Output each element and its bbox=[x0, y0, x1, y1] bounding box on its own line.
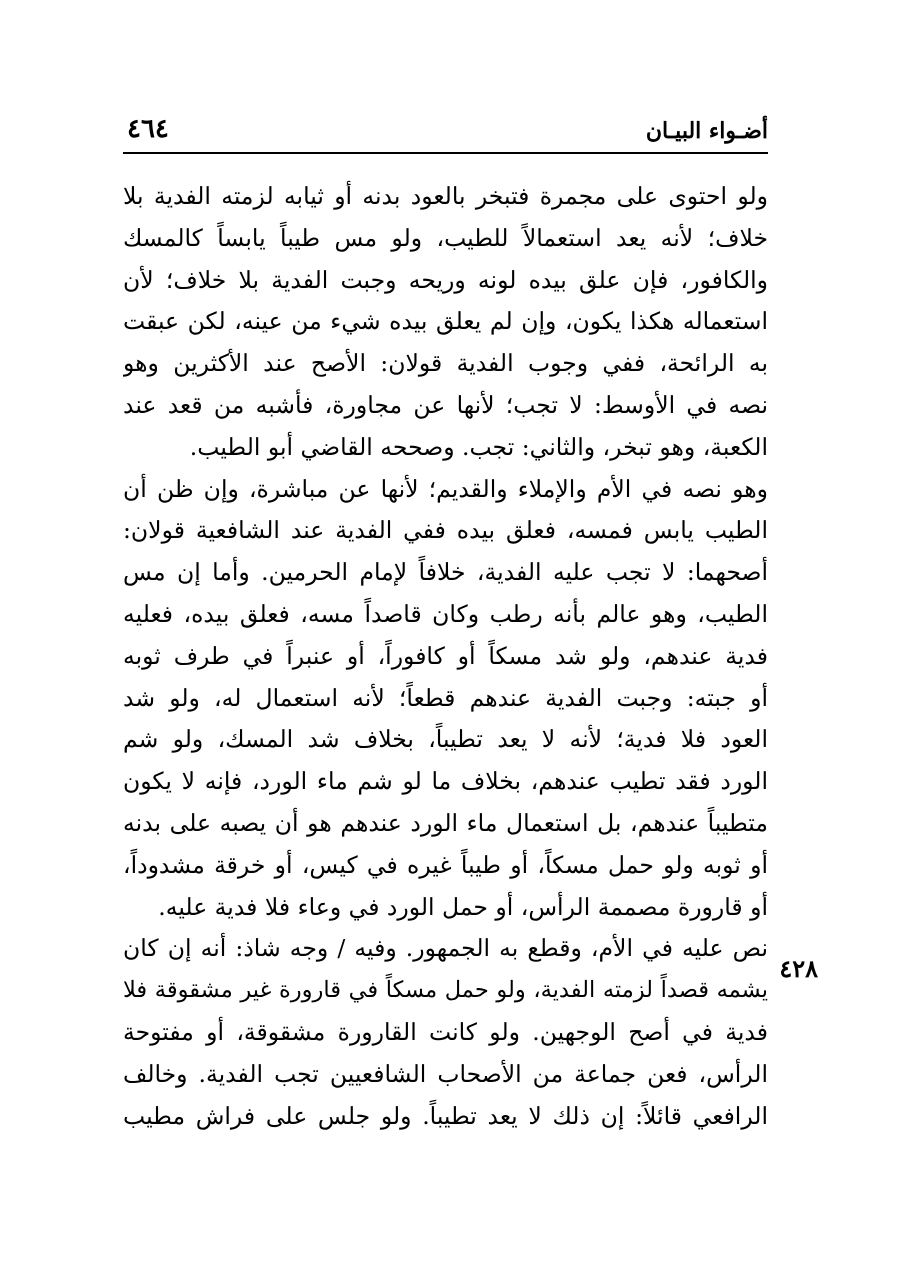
text-line: وهو نصه في الأم والإملاء والقديم؛ لأنها عن مباشرة، وإن ظن أن bbox=[123, 474, 768, 503]
text-line: الكعبة، وهو تبخر، والثاني: تجب. وصححه القاضي أبو الطيب. bbox=[189, 432, 768, 461]
running-title: أضـواء البيـان bbox=[645, 118, 768, 144]
text-line: الورد فقد تطيب عندهم، بخلاف ما لو شم ماء الورد، فإنه لا يكون bbox=[123, 767, 768, 796]
page-header bbox=[123, 114, 768, 154]
margin-page-marker: ٤٢٨ bbox=[779, 954, 818, 983]
text-line: فدية عندهم، ولو شد مسكاً أو كافوراً، أو عنبراً في طرف ثوبه bbox=[123, 641, 768, 670]
text-line: العود فلا فدية؛ لأنه لا يعد تطيباً، بخلاف شد المسك، ولو شم bbox=[123, 725, 768, 754]
text-line: الرافعي قائلاً: إن ذلك لا يعد تطيباً. ولو جلس على فراش مطيب bbox=[123, 1101, 768, 1130]
text-line: الطيب يابس فمسه، فعلق بيده ففي الفدية عند الشافعية قولان: bbox=[123, 516, 768, 545]
text-line: نص عليه في الأم، وقطع به الجمهور. وفيه / وجه شاذ: أنه إن كان bbox=[123, 934, 768, 963]
text-line: متطيباً عندهم، بل استعمال ماء الورد عندهم هو أن يصبه على بدنه bbox=[123, 808, 768, 837]
text-line: خلاف؛ لأنه يعد استعمالاً للطيب، ولو مس طيباً يابساً كالمسك bbox=[123, 223, 768, 252]
text-line: نصه في الأوسط: لا تجب؛ لأنها عن مجاورة، فأشبه من قعد عند bbox=[123, 390, 768, 419]
text-line: ولو احتوى على مجمرة فتبخر بالعود بدنه أو ثيابه لزمته الفدية بلا bbox=[123, 182, 768, 210]
text-line: أصحهما: لا تجب عليه الفدية، خلافاً لإمام الحرمين. وأما إن مس bbox=[123, 558, 768, 587]
text-line: يشمه قصداً لزمته الفدية، ولو حمل مسكاً في قارورة غير مشقوقة فلا bbox=[123, 977, 768, 1004]
text-line: فدية في أصح الوجهين. ولو كانت القارورة مشقوقة، أو مفتوحة bbox=[123, 1017, 768, 1046]
text-line: الرأس، فعن جماعة من الأصحاب الشافعيين تجب الفدية. وخالف bbox=[123, 1059, 768, 1088]
body-text bbox=[123, 176, 768, 1137]
text-line: والكافور، فإن علق بيده لونه وريحه وجبت الفدية بلا خلاف؛ لأن bbox=[123, 265, 768, 294]
text-line: الطيب، وهو عالم بأنه رطب وكان قاصداً مسه، فعلق بيده، فعليه bbox=[123, 599, 768, 628]
text-line: استعماله هكذا يكون، وإن لم يعلق بيده شيء من عينه، لكن عبقت bbox=[123, 307, 768, 336]
text-line: أو جبته: وجبت الفدية عندهم قطعاً؛ لأنه استعمال له، ولو شد bbox=[123, 683, 768, 712]
text-line: به الرائحة، ففي وجوب الفدية قولان: الأصح عند الأكثرين وهو bbox=[123, 349, 768, 378]
text-line: أو ثوبه ولو حمل مسكاً، أو طيباً غيره في كيس، أو خرقة مشدوداً، bbox=[123, 850, 768, 879]
page-number: ٤٦٤ bbox=[127, 114, 169, 144]
text-line: أو قارورة مصممة الرأس، أو حمل الورد في وعاء فلا فدية عليه. bbox=[158, 892, 768, 921]
